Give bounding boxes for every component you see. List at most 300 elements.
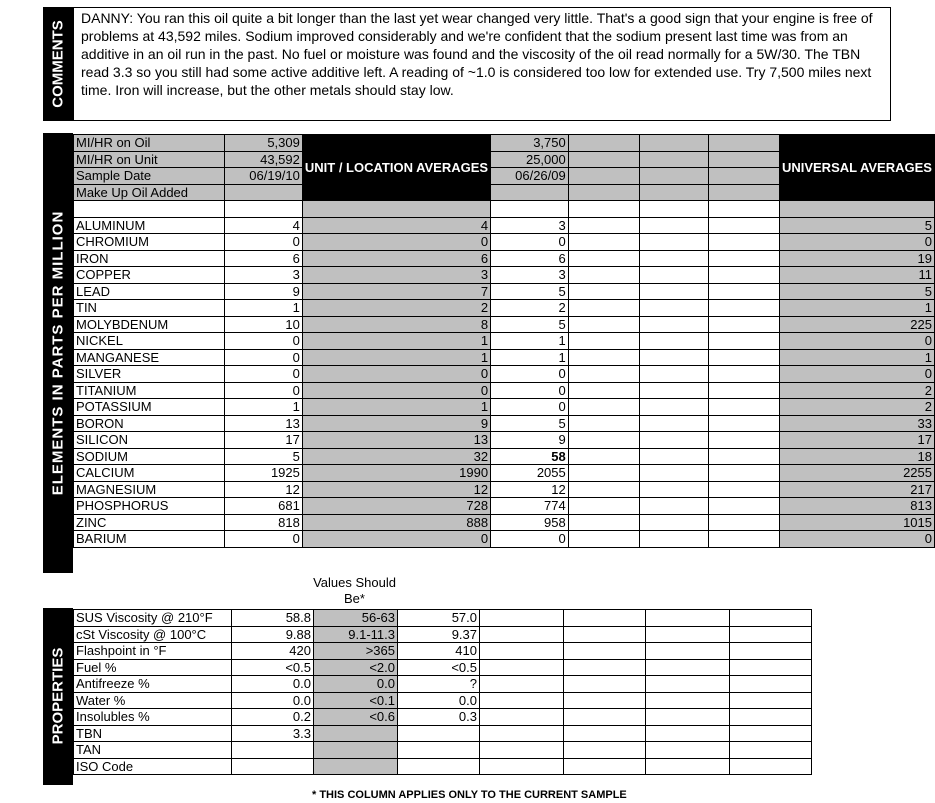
element-name: ALUMINUM	[74, 217, 225, 234]
element-name: CALCIUM	[74, 465, 225, 482]
empty-sample-cell	[480, 626, 564, 643]
current-value: 58.8	[232, 610, 314, 627]
empty-sample-cell	[708, 514, 779, 531]
property-name: SUS Viscosity @ 210°F	[74, 610, 232, 627]
comments-label: COMMENTS	[49, 20, 67, 108]
empty-sample-cell	[568, 531, 639, 548]
empty-sample-cell	[708, 333, 779, 350]
empty-sample-cell	[564, 725, 646, 742]
empty-sample-cell	[708, 382, 779, 399]
info-label: Make Up Oil Added	[74, 184, 225, 201]
previous-value	[398, 758, 480, 775]
empty-sample-cell	[480, 676, 564, 693]
element-name: BORON	[74, 415, 225, 432]
current-value: 0	[225, 382, 303, 399]
universal-average-value: 225	[779, 316, 934, 333]
universal-average-value: 19	[779, 250, 934, 267]
property-row	[74, 758, 812, 775]
current-value: 1	[225, 399, 303, 416]
empty-sample-cell	[708, 234, 779, 251]
unit-average-value: 1990	[302, 465, 490, 482]
universal-averages-header: UNIVERSAL AVERAGES	[779, 135, 934, 201]
unit-average-value: 0	[302, 366, 490, 383]
unit-average-value: 0	[302, 234, 490, 251]
current-value: 818	[225, 514, 303, 531]
element-row	[74, 415, 935, 432]
empty-sample-cell	[639, 349, 708, 366]
properties-table	[73, 609, 812, 775]
element-name: PHOSPHORUS	[74, 498, 225, 515]
unit-average-value: 13	[302, 432, 490, 449]
current-value: 0	[225, 234, 303, 251]
property-name: cSt Viscosity @ 100°C	[74, 626, 232, 643]
info-previous-value	[491, 184, 569, 201]
previous-value: 0	[491, 366, 569, 383]
empty-sample-cell	[646, 725, 730, 742]
unit-average-value: 1	[302, 333, 490, 350]
element-row	[74, 267, 935, 284]
empty-sample-cell	[568, 481, 639, 498]
empty-sample-cell	[639, 531, 708, 548]
universal-average-value: 17	[779, 432, 934, 449]
empty-sample-cell	[564, 742, 646, 759]
empty-sample-cell	[708, 168, 779, 185]
element-row	[74, 481, 935, 498]
universal-average-value: 33	[779, 415, 934, 432]
empty-sample-cell	[708, 267, 779, 284]
current-value: 0.2	[232, 709, 314, 726]
footer-note: * THIS COLUMN APPLIES ONLY TO THE CURRENT SAMPLE	[312, 789, 627, 801]
element-name: POTASSIUM	[74, 399, 225, 416]
info-previous-value: 3,750	[491, 135, 569, 152]
current-value: 3.3	[232, 725, 314, 742]
empty-sample-cell	[708, 300, 779, 317]
empty-sample-cell	[646, 659, 730, 676]
element-row	[74, 382, 935, 399]
should-be-value: <0.1	[314, 692, 398, 709]
current-value: 3	[225, 267, 303, 284]
empty-sample-cell	[646, 676, 730, 693]
empty-sample-cell	[646, 610, 730, 627]
previous-value: 57.0	[398, 610, 480, 627]
elements-table	[73, 134, 935, 548]
element-name: NICKEL	[74, 333, 225, 350]
empty-sample-cell	[639, 498, 708, 515]
empty-sample-cell	[730, 659, 812, 676]
current-value	[232, 742, 314, 759]
element-row	[74, 283, 935, 300]
empty-sample-cell	[480, 610, 564, 627]
previous-value: 0.3	[398, 709, 480, 726]
empty-sample-cell	[480, 725, 564, 742]
element-name: SILICON	[74, 432, 225, 449]
property-row	[74, 725, 812, 742]
empty-sample-cell	[708, 531, 779, 548]
current-value: 17	[225, 432, 303, 449]
property-row	[74, 659, 812, 676]
current-value: 1925	[225, 465, 303, 482]
previous-value: 5	[491, 283, 569, 300]
current-value: 12	[225, 481, 303, 498]
empty-sample-cell	[708, 498, 779, 515]
previous-value: 2	[491, 300, 569, 317]
universal-average-value: 1	[779, 349, 934, 366]
empty-sample-cell	[564, 758, 646, 775]
empty-sample-cell	[564, 659, 646, 676]
current-value: 9	[225, 283, 303, 300]
empty-sample-cell	[730, 676, 812, 693]
previous-value: 0	[491, 399, 569, 416]
property-row	[74, 709, 812, 726]
empty-sample-cell	[568, 283, 639, 300]
empty-sample-cell	[568, 349, 639, 366]
empty-sample-cell	[639, 184, 708, 201]
empty-sample-cell	[639, 382, 708, 399]
empty-sample-cell	[568, 267, 639, 284]
element-name: LEAD	[74, 283, 225, 300]
info-current-value: 06/19/10	[225, 168, 303, 185]
info-label: MI/HR on Unit	[74, 151, 225, 168]
element-row	[74, 234, 935, 251]
empty-sample-cell	[639, 135, 708, 152]
previous-value: 58	[491, 448, 569, 465]
empty-sample-cell	[480, 659, 564, 676]
current-value: 5	[225, 448, 303, 465]
previous-value: 2055	[491, 465, 569, 482]
element-row	[74, 316, 935, 333]
current-value: 0	[225, 531, 303, 548]
property-row	[74, 643, 812, 660]
current-value: 0	[225, 349, 303, 366]
previous-value: 5	[491, 415, 569, 432]
empty-sample-cell	[708, 432, 779, 449]
previous-value: 12	[491, 481, 569, 498]
empty-sample-cell	[480, 709, 564, 726]
empty-sample-cell	[568, 399, 639, 416]
element-name: BARIUM	[74, 531, 225, 548]
unit-average-value: 0	[302, 382, 490, 399]
should-be-value: <2.0	[314, 659, 398, 676]
previous-value: <0.5	[398, 659, 480, 676]
unit-average-value: 32	[302, 448, 490, 465]
property-row	[74, 742, 812, 759]
universal-average-value: 813	[779, 498, 934, 515]
empty-sample-cell	[708, 366, 779, 383]
property-row	[74, 676, 812, 693]
element-row	[74, 217, 935, 234]
empty-sample-cell	[708, 283, 779, 300]
info-previous-value: 25,000	[491, 151, 569, 168]
unit-average-value: 6	[302, 250, 490, 267]
empty-sample-cell	[646, 692, 730, 709]
element-name: CHROMIUM	[74, 234, 225, 251]
empty-sample-cell	[480, 643, 564, 660]
universal-average-value: 0	[779, 366, 934, 383]
empty-sample-cell	[639, 234, 708, 251]
previous-value: ?	[398, 676, 480, 693]
unit-average-value: 12	[302, 481, 490, 498]
empty-sample-cell	[708, 399, 779, 416]
empty-sample-cell	[568, 135, 639, 152]
previous-value: 410	[398, 643, 480, 660]
empty-sample-cell	[646, 626, 730, 643]
element-row	[74, 300, 935, 317]
empty-sample-cell	[708, 415, 779, 432]
universal-average-value: 5	[779, 283, 934, 300]
property-row	[74, 692, 812, 709]
element-row	[74, 448, 935, 465]
universal-average-value: 0	[779, 333, 934, 350]
previous-value: 5	[491, 316, 569, 333]
previous-value: 0	[491, 382, 569, 399]
current-value: 681	[225, 498, 303, 515]
comment-text: DANNY: You ran this oil quite a bit longer than the last yet wear changed very little. That's a good sign that your engine is free of problems at 43,592 miles. Sodium improved considerably and we're confident that the sodium present last time was from an additive in an oil run in the past. No fuel or moisture was found and the viscosity of the oil read normally for a 5W/30. The TBN read 3.3 so you still had some active additive left. A reading of ~1.0 is considered too low for extended use. Try 7,500 miles next time. Iron will increase, but the other metals should stay low.	[81, 10, 873, 98]
element-row	[74, 250, 935, 267]
spacer-cell	[708, 201, 779, 218]
element-name: TIN	[74, 300, 225, 317]
property-name: Insolubles %	[74, 709, 232, 726]
unit-average-value: 7	[302, 283, 490, 300]
empty-sample-cell	[708, 217, 779, 234]
empty-sample-cell	[646, 643, 730, 660]
property-name: Water %	[74, 692, 232, 709]
empty-sample-cell	[568, 465, 639, 482]
values-should-be-label: Values Should Be*	[313, 575, 396, 606]
properties-section-label: PROPERTIES	[49, 647, 67, 745]
spacer-cell	[491, 201, 569, 218]
empty-sample-cell	[639, 300, 708, 317]
empty-sample-cell	[568, 316, 639, 333]
empty-sample-cell	[568, 498, 639, 515]
empty-sample-cell	[568, 168, 639, 185]
empty-sample-cell	[639, 448, 708, 465]
unit-average-value: 4	[302, 217, 490, 234]
empty-sample-cell	[639, 366, 708, 383]
current-value: 0	[225, 333, 303, 350]
previous-value: 0	[491, 234, 569, 251]
empty-sample-cell	[639, 465, 708, 482]
empty-sample-cell	[730, 692, 812, 709]
universal-average-value: 2	[779, 399, 934, 416]
empty-sample-cell	[480, 742, 564, 759]
should-be-value: 56-63	[314, 610, 398, 627]
empty-sample-cell	[568, 366, 639, 383]
empty-sample-cell	[568, 514, 639, 531]
empty-sample-cell	[730, 610, 812, 627]
element-row	[74, 432, 935, 449]
previous-value	[398, 725, 480, 742]
universal-average-value: 217	[779, 481, 934, 498]
property-name: Flashpoint in °F	[74, 643, 232, 660]
element-name: IRON	[74, 250, 225, 267]
current-value: 1	[225, 300, 303, 317]
should-be-value	[314, 725, 398, 742]
empty-sample-cell	[639, 415, 708, 432]
empty-sample-cell	[564, 643, 646, 660]
info-current-value: 43,592	[225, 151, 303, 168]
previous-value: 774	[491, 498, 569, 515]
previous-value	[398, 742, 480, 759]
element-name: MANGANESE	[74, 349, 225, 366]
property-row	[74, 610, 812, 627]
empty-sample-cell	[708, 316, 779, 333]
should-be-value: 9.1-11.3	[314, 626, 398, 643]
empty-sample-cell	[564, 676, 646, 693]
universal-average-value: 0	[779, 531, 934, 548]
element-name: ZINC	[74, 514, 225, 531]
empty-sample-cell	[480, 692, 564, 709]
empty-sample-cell	[708, 481, 779, 498]
element-row	[74, 498, 935, 515]
info-previous-value: 06/26/09	[491, 168, 569, 185]
empty-sample-cell	[708, 135, 779, 152]
empty-sample-cell	[730, 643, 812, 660]
empty-sample-cell	[639, 217, 708, 234]
previous-value: 9.37	[398, 626, 480, 643]
empty-sample-cell	[480, 758, 564, 775]
empty-sample-cell	[564, 626, 646, 643]
empty-sample-cell	[708, 184, 779, 201]
empty-sample-cell	[639, 333, 708, 350]
empty-sample-cell	[568, 300, 639, 317]
previous-value: 0.0	[398, 692, 480, 709]
unit-average-value: 0	[302, 531, 490, 548]
universal-average-value: 2255	[779, 465, 934, 482]
element-name: TITANIUM	[74, 382, 225, 399]
previous-value: 9	[491, 432, 569, 449]
empty-sample-cell	[639, 399, 708, 416]
property-name: Antifreeze %	[74, 676, 232, 693]
empty-sample-cell	[646, 758, 730, 775]
current-value: 0	[225, 366, 303, 383]
empty-sample-cell	[639, 168, 708, 185]
unit-average-value: 888	[302, 514, 490, 531]
element-name: SODIUM	[74, 448, 225, 465]
property-row	[74, 626, 812, 643]
current-value: 0.0	[232, 692, 314, 709]
current-value: 9.88	[232, 626, 314, 643]
should-be-value	[314, 742, 398, 759]
spacer-cell	[74, 201, 225, 218]
property-name: Fuel %	[74, 659, 232, 676]
should-be-value: 0.0	[314, 676, 398, 693]
element-name: MAGNESIUM	[74, 481, 225, 498]
unit-average-value: 8	[302, 316, 490, 333]
element-row	[74, 514, 935, 531]
empty-sample-cell	[564, 709, 646, 726]
current-value: 10	[225, 316, 303, 333]
element-name: COPPER	[74, 267, 225, 284]
element-row	[74, 333, 935, 350]
unit-average-value: 1	[302, 349, 490, 366]
empty-sample-cell	[639, 151, 708, 168]
current-value: 13	[225, 415, 303, 432]
elements-section-label: ELEMENTS IN PARTS PER MILLION	[49, 210, 67, 496]
empty-sample-cell	[730, 725, 812, 742]
empty-sample-cell	[639, 481, 708, 498]
empty-sample-cell	[708, 250, 779, 267]
empty-sample-cell	[639, 283, 708, 300]
empty-sample-cell	[568, 217, 639, 234]
current-value: 6	[225, 250, 303, 267]
current-value: 420	[232, 643, 314, 660]
current-value: <0.5	[232, 659, 314, 676]
empty-sample-cell	[568, 432, 639, 449]
empty-sample-cell	[568, 184, 639, 201]
unit-average-value: 1	[302, 399, 490, 416]
empty-sample-cell	[568, 415, 639, 432]
previous-value: 6	[491, 250, 569, 267]
universal-average-value: 0	[779, 234, 934, 251]
universal-average-value: 1	[779, 300, 934, 317]
element-row	[74, 366, 935, 383]
empty-sample-cell	[646, 709, 730, 726]
empty-sample-cell	[730, 742, 812, 759]
info-current-value: 5,309	[225, 135, 303, 152]
element-name: SILVER	[74, 366, 225, 383]
spacer-cell	[779, 201, 934, 218]
empty-sample-cell	[639, 267, 708, 284]
current-value	[232, 758, 314, 775]
should-be-value	[314, 758, 398, 775]
info-label: MI/HR on Oil	[74, 135, 225, 152]
spacer-cell	[302, 201, 490, 218]
empty-sample-cell	[730, 626, 812, 643]
empty-sample-cell	[564, 610, 646, 627]
property-name: TBN	[74, 725, 232, 742]
empty-sample-cell	[568, 382, 639, 399]
previous-value: 3	[491, 267, 569, 284]
empty-sample-cell	[639, 432, 708, 449]
unit-average-value: 3	[302, 267, 490, 284]
empty-sample-cell	[708, 151, 779, 168]
previous-value: 1	[491, 349, 569, 366]
previous-value: 958	[491, 514, 569, 531]
element-row	[74, 531, 935, 548]
current-value: 4	[225, 217, 303, 234]
empty-sample-cell	[568, 333, 639, 350]
empty-sample-cell	[708, 349, 779, 366]
universal-average-value: 2	[779, 382, 934, 399]
info-label: Sample Date	[74, 168, 225, 185]
unit-average-value: 9	[302, 415, 490, 432]
empty-sample-cell	[730, 758, 812, 775]
empty-sample-cell	[568, 448, 639, 465]
info-row	[74, 135, 935, 152]
spacer-cell	[639, 201, 708, 218]
empty-sample-cell	[730, 709, 812, 726]
element-row	[74, 465, 935, 482]
previous-value: 0	[491, 531, 569, 548]
unit-average-value: 2	[302, 300, 490, 317]
spacer-cell	[568, 201, 639, 218]
empty-sample-cell	[708, 465, 779, 482]
empty-sample-cell	[639, 514, 708, 531]
unit-location-averages-header: UNIT / LOCATION AVERAGES	[302, 135, 490, 201]
empty-sample-cell	[568, 234, 639, 251]
empty-sample-cell	[708, 448, 779, 465]
property-name: TAN	[74, 742, 232, 759]
should-be-value: <0.6	[314, 709, 398, 726]
empty-sample-cell	[639, 316, 708, 333]
previous-value: 1	[491, 333, 569, 350]
info-current-value	[225, 184, 303, 201]
unit-average-value: 728	[302, 498, 490, 515]
empty-sample-cell	[639, 250, 708, 267]
element-name: MOLYBDENUM	[74, 316, 225, 333]
universal-average-value: 11	[779, 267, 934, 284]
should-be-value: >365	[314, 643, 398, 660]
